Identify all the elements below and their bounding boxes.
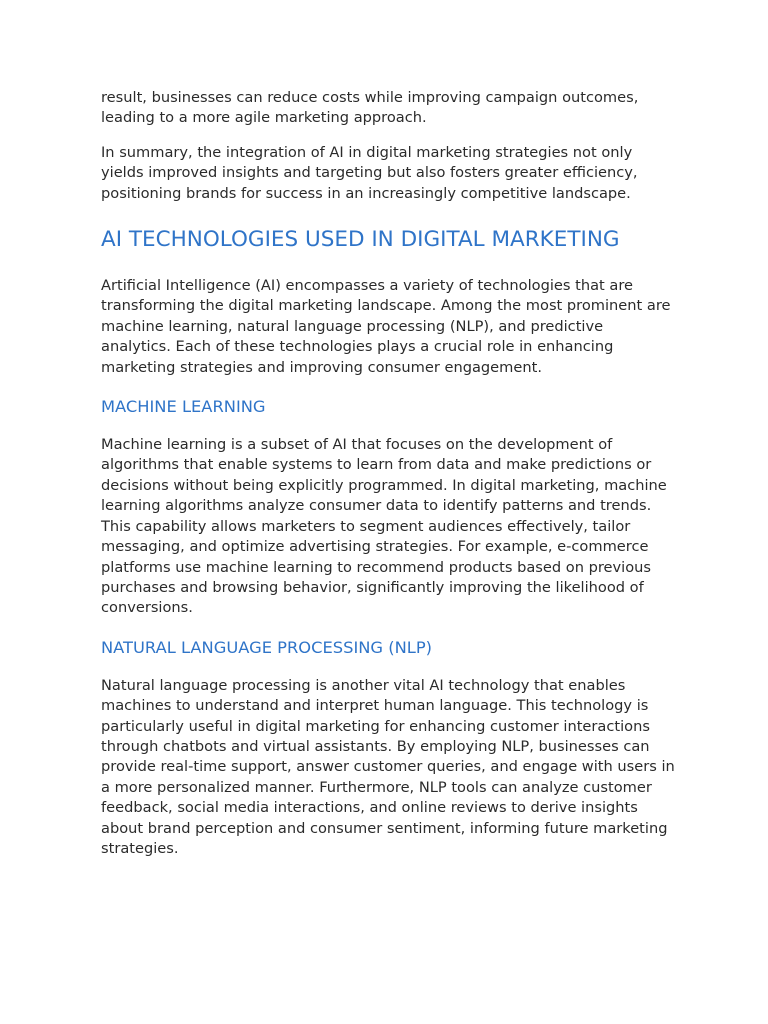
machine-learning-paragraph: Machine learning is a subset of AI that focuses on the development of algorithms that enable systems to learn from data and make predictions or decisions without being explicitly programmed. In digital marketing, machine learning algorithms analyze consumer data to identify patterns and trends. This capability allows marketers to segment audiences effectively, tailor messaging, and optimize advertising strategies. For example, e-commerce platforms use machine learning to recommend products based on previous purchases and browsing behavior, significantly improving the likelihood of conversions. — [101, 436, 667, 617]
nlp-heading: NATURAL LANGUAGE PROCESSING (NLP) — [101, 637, 432, 657]
intro-continuation-paragraph: result, businesses can reduce costs while improving campaign outcomes, leading to a more agile marketing approach. — [101, 89, 639, 127]
machine-learning-heading: MACHINE LEARNING — [101, 397, 266, 417]
nlp-paragraph: Natural language processing is another vital AI technology that enables machines to understand and interpret human language. This technology is particularly useful in digital marketing for enhancing customer interactions through chatbots and virtual assistants. By employing NLP, businesses can provide real-time support, answer customer queries, and engage with users in a more personalized manner. Furthermore, NLP tools can analyze customer feedback, social media interactions, and online reviews to derive insights about brand perception and consumer sentiment, informing future marketing strategies. — [101, 676, 675, 857]
section-heading: AI TECHNOLOGIES USED IN DIGITAL MARKETING — [101, 227, 620, 253]
summary-paragraph: In summary, the integration of AI in digital marketing strategies not only yields improved insights and targeting but also fosters greater efficiency, positioning brands for success in an increasingly competitive landscape. — [101, 143, 638, 202]
document-page — [101, 88, 676, 859]
section-intro-paragraph: Artificial Intelligence (AI) encompasses a variety of technologies that are transforming the digital marketing landscape. Among the most prominent are machine learning, natural language processing (NLP), and predictive analytics. Each of these technologies plays a crucial role in enhancing marketing strategies and improving consumer engagement. — [101, 277, 671, 376]
